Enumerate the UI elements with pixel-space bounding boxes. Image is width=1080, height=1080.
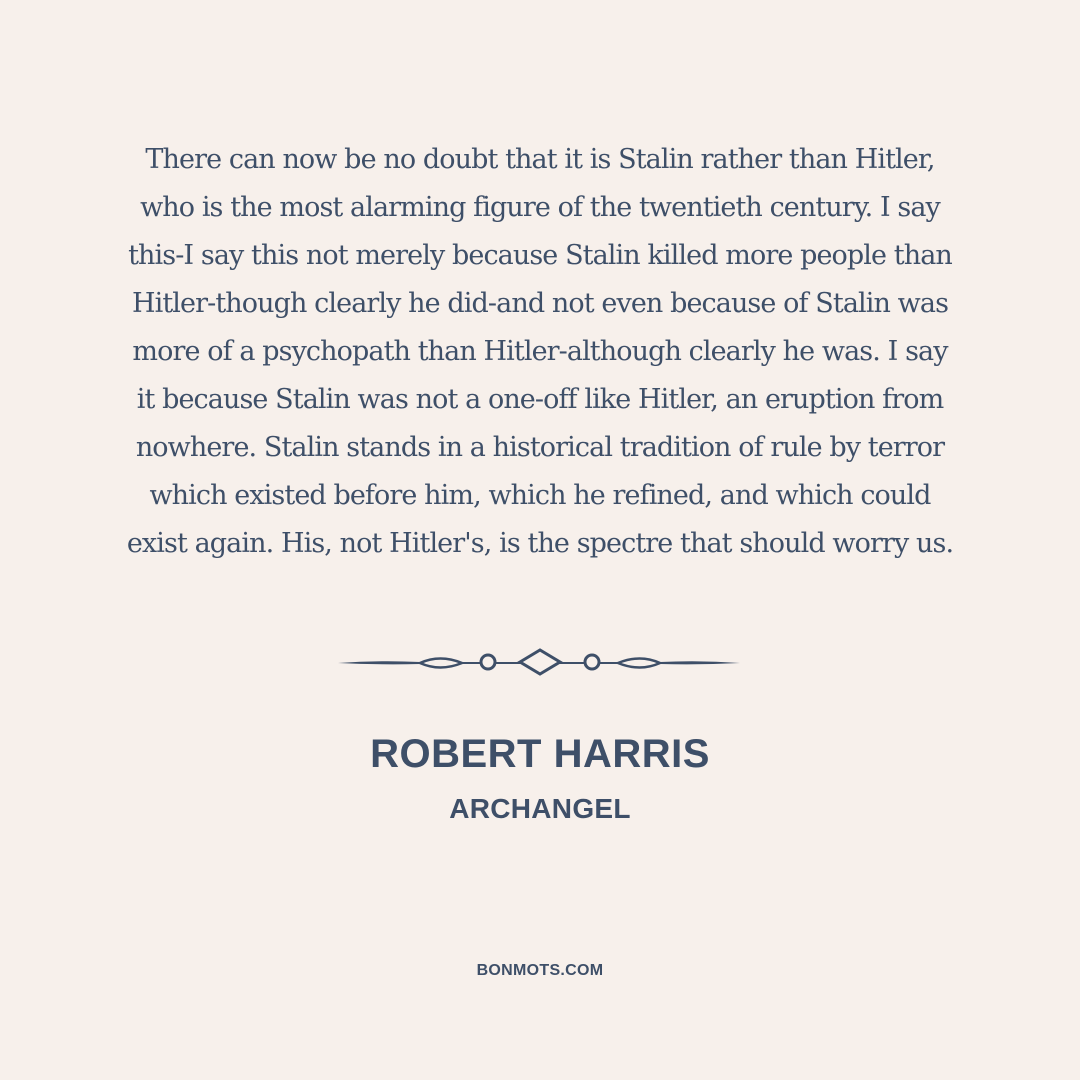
quote-line: it because Stalin was not a one-off like Hitler, an eruption from: [136, 384, 944, 415]
author-name: ROBERT HARRIS: [370, 732, 710, 776]
quote-line: Hitler-though clearly he did-and not even because of Stalin was: [131, 288, 949, 319]
quote-line: who is the most alarming figure of the twentieth century. I say: [140, 192, 940, 223]
quote-line: this-I say this not merely because Stalin killed more people than: [128, 240, 952, 271]
quote-line: more of a psychopath than Hitler-although clearly he was. I say: [132, 336, 948, 367]
site-credit: BONMOTS.COM: [476, 962, 604, 979]
quote-line: There can now be no doubt that it is Stalin rather than Hitler,: [145, 144, 935, 175]
quote-line: which existed before him, which he refined, and which could: [149, 480, 931, 511]
flourish-divider-icon: [336, 648, 744, 678]
quote-line: nowhere. Stalin stands in a historical tradition of rule by terror: [135, 432, 945, 463]
source-title: ARCHANGEL: [449, 793, 631, 824]
quote-text: [60, 136, 1020, 568]
quote-line: exist again. His, not Hitler's, is the spectre that should worry us.: [126, 528, 954, 559]
